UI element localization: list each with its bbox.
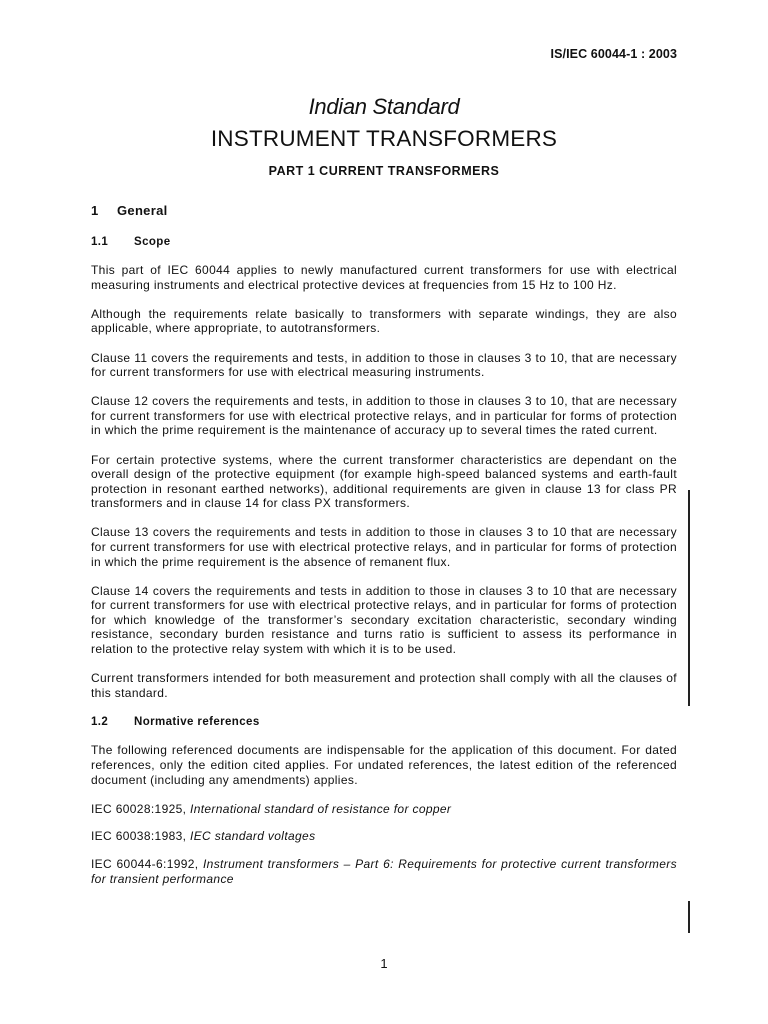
section-number: 1 bbox=[91, 203, 99, 218]
scope-paragraph: Clause 11 covers the requirements and tests, in addition to those in clauses 3 to 10, that are necessary for current transformers for use with electrical measuring instruments. bbox=[91, 350, 677, 380]
reference-id: IEC 60038:1983, bbox=[91, 829, 187, 844]
reference-title: Instrument transformers – Part 6: Requirements for protective current transformers for transient performance bbox=[91, 856, 678, 886]
scope-paragraph: For certain protective systems, where the current transformer characteristics are dependant on the overall design of the protective equipment (for example high-speed balanced systems and earth-fault protection in resonant earthed networks), additional requirements are given in clause 13 for class PR transformers and in clause 14 for class PX transformers. bbox=[91, 452, 677, 511]
scope-paragraph: Clause 14 covers the requirements and tests in addition to those in clauses 3 to 10 that are necessary for current transformers for use with electrical protective relays, and in particular for forms of protection for which knowledge of the transformer’s secondary excitation characteristic, secondary winding resistance, secondary burden resistance and turns ratio is sufficient to assess its performance in relation to the protective relay system with which it is to be used. bbox=[91, 583, 677, 657]
scope-paragraph: Although the requirements relate basically to transformers with separate windings, they are also applicable, where appropriate, to autotransformers. bbox=[91, 306, 677, 336]
subsection-heading-scope bbox=[91, 235, 677, 250]
reference-title: IEC standard voltages bbox=[190, 829, 316, 844]
document-body bbox=[91, 204, 677, 899]
change-bar bbox=[688, 490, 690, 706]
scope-paragraph: This part of IEC 60044 applies to newly manufactured current transformers for use with electrical measuring instruments and electrical protective devices at frequencies from 15 Hz to 100 Hz. bbox=[91, 263, 677, 292]
reference-item bbox=[91, 829, 677, 844]
document-title: INSTRUMENT TRANSFORMERS bbox=[210, 126, 558, 151]
scope-paragraph: Clause 13 covers the requirements and tests in addition to those in clauses 3 to 10 that are necessary for current transformers for use with electrical protective relays, and in particular for forms of protection in which the prime requirement is the absence of remanent flux. bbox=[91, 525, 677, 569]
reference-item bbox=[91, 802, 677, 817]
scope-paragraph: Clause 12 covers the requirements and tests, in addition to those in clauses 3 to 10, that are necessary for current transformers for use with electrical protective relays, and in particular for forms of protection in which the prime requirement is the maintenance of accuracy up to several times the rated current. bbox=[91, 394, 677, 438]
section-title: General bbox=[117, 203, 168, 218]
section-heading-general bbox=[91, 204, 677, 219]
part-title: PART 1 CURRENT TRANSFORMERS bbox=[268, 164, 500, 178]
references-intro: The following referenced documents are indispensable for the application of this document. For dated references, only the edition cited applies. For undated references, the latest edition of the referenced document (including any amendments) applies. bbox=[91, 743, 677, 787]
reference-id: IEC 60028:1925, bbox=[91, 801, 187, 816]
standard-number: IS/IEC 60044-1 : 2003 bbox=[550, 47, 677, 61]
subsection-number: 1.2 bbox=[91, 715, 109, 728]
subsection-number: 1.1 bbox=[91, 235, 109, 248]
change-bar bbox=[688, 901, 690, 933]
scope-paragraph: Current transformers intended for both measurement and protection shall comply with all the clauses of this standard. bbox=[91, 671, 677, 700]
reference-id: IEC 60044-6:1992, bbox=[91, 856, 199, 871]
standard-type: Indian Standard bbox=[308, 94, 460, 119]
reference-item bbox=[91, 857, 677, 886]
reference-title: International standard of resistance for copper bbox=[190, 801, 452, 816]
subsection-title: Normative references bbox=[134, 715, 260, 728]
subsection-title: Scope bbox=[134, 235, 171, 248]
subsection-heading-normative-references bbox=[91, 715, 677, 730]
page-number: 1 bbox=[380, 956, 388, 971]
